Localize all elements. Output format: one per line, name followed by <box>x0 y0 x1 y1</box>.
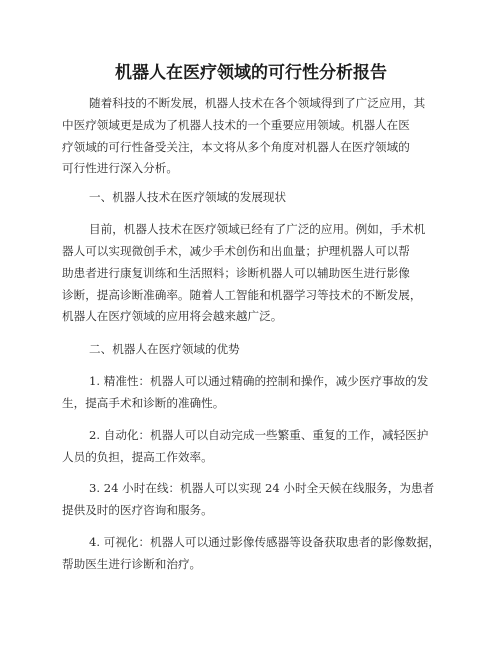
paragraph-line: 器人可以实现微创手术，减少手术创伤和出血量；护理机器人可以帮 <box>62 244 410 258</box>
list-item-line: 3. 24 小时在线：机器人可以实现 24 小时全天候在线服务，为患者 <box>89 481 435 495</box>
intro-line: 可行性进行深入分析。 <box>62 161 178 175</box>
list-item-line: 4. 可视化：机器人可以通过影像传感器等设备获取患者的影像数据， <box>89 535 440 549</box>
list-item-line: 生，提高手术和诊断的准确性。 <box>62 396 225 410</box>
list-item-line: 提供及时的医疗咨询和服务。 <box>62 503 213 517</box>
paragraph-line: 机器人在医疗领域的应用将会越来越广泛。 <box>62 309 283 323</box>
document-title: 机器人在医疗领域的可行性分析报告 <box>115 63 387 83</box>
paragraph-line: 诊断，提高诊断准确率。随着人工智能和机器学习等技术的不断发展， <box>62 288 422 302</box>
intro-line: 疗领域的可行性备受关注，本文将从多个角度对机器人在医疗领域的 <box>62 140 410 154</box>
paragraph-line: 目前，机器人技术在医疗领域已经有了广泛的应用。例如，手术机 <box>89 222 426 236</box>
list-item-line: 人员的负担，提高工作效率。 <box>62 450 213 464</box>
list-item-line: 帮助医生进行诊断和治疗。 <box>62 557 202 571</box>
list-item-line: 2. 自动化：机器人可以自动完成一些繁重、重复的工作，减轻医护 <box>89 428 429 442</box>
intro-line: 随着科技的不断发展，机器人技术在各个领域得到了广泛应用，其 <box>89 96 426 110</box>
section-heading: 一、机器人技术在医疗领域的发展现状 <box>89 190 287 204</box>
list-item-line: 1. 精准性：机器人可以通过精确的控制和操作，减少医疗事故的发 <box>89 374 429 388</box>
paragraph-line: 助患者进行康复训练和生活照料；诊断机器人可以辅助医生进行影像 <box>62 266 410 280</box>
section-heading: 二、机器人在医疗领域的优势 <box>89 342 240 356</box>
intro-line: 中医疗领域更是成为了机器人技术的一个重要应用领域。机器人在医 <box>62 118 410 132</box>
